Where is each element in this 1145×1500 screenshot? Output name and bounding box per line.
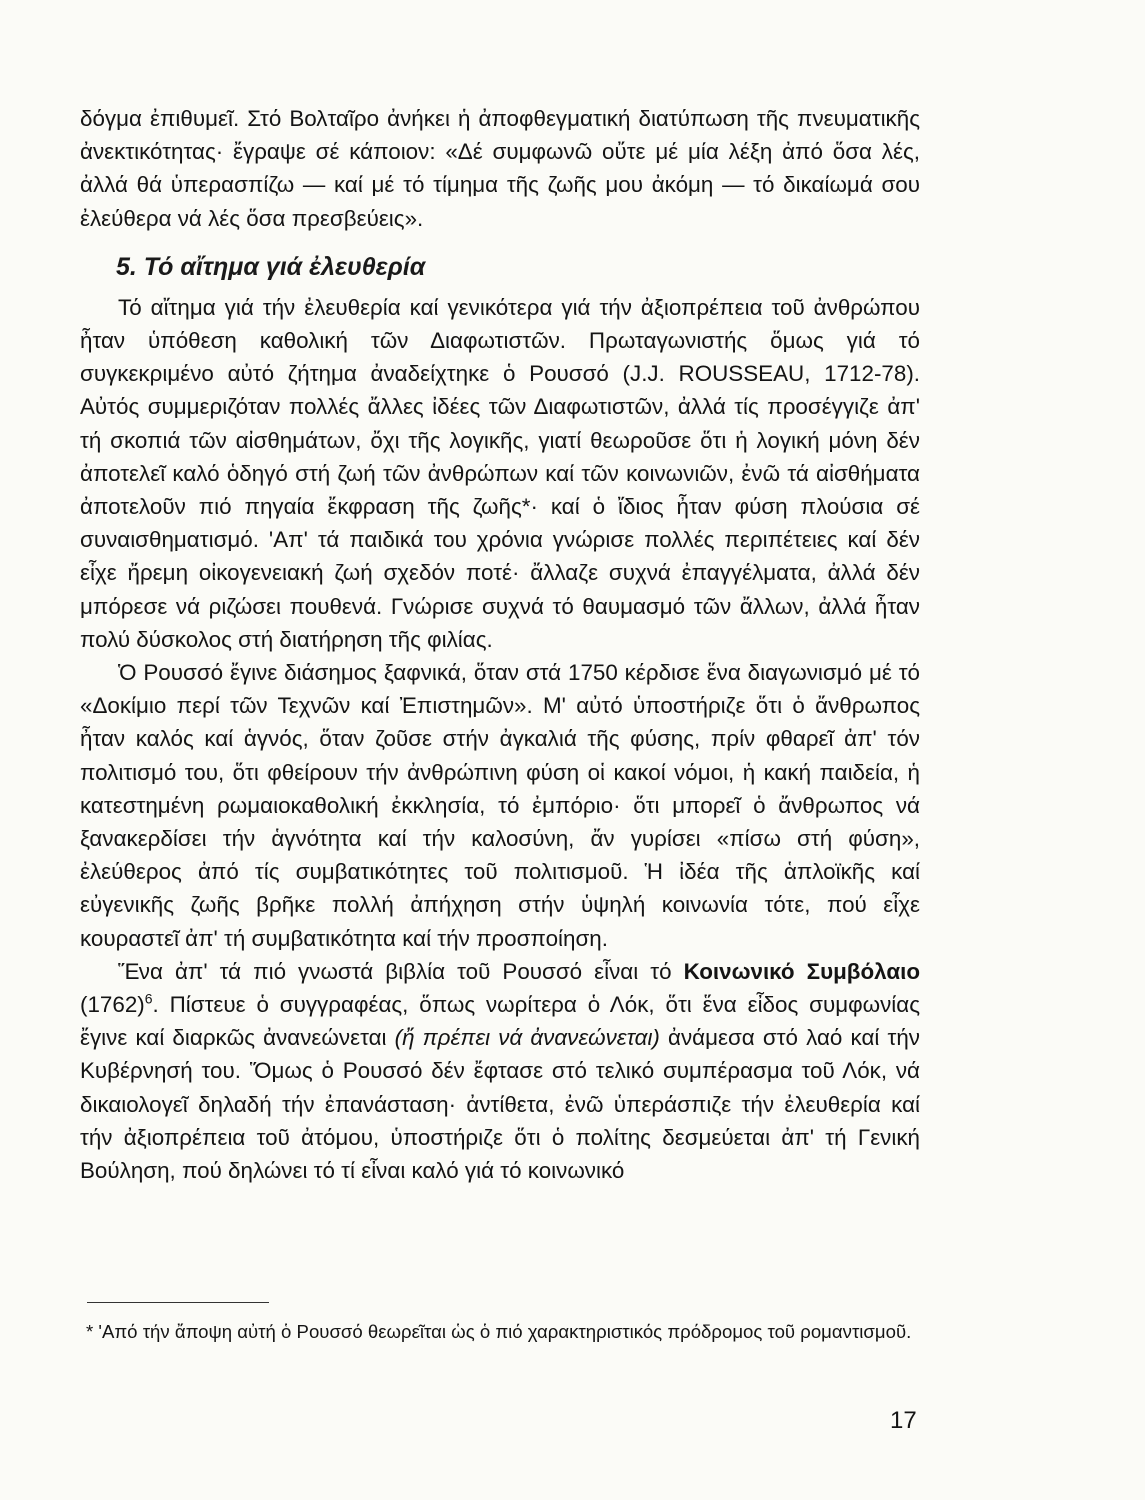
footnote-text: 'Από τήν ἄποψη αὐτή ὁ Ρουσσό θεωρεῖται ὡς ὁ πιό χαρακτηριστικός πρόδρομος τοῦ ρομαντισμοῦ. [98,1321,912,1342]
section-heading: 5. Τό αἴτημα γιά ἐλευθερία [116,252,426,281]
paragraph-continued: δόγμα ἐπιθυμεῖ. Στό Βολταῖρο ἀνήκει ἡ ἀποφθεγματική διατύπωση τῆς πνευματικῆς ἀνεκτικότητας· ἔγραψε σέ κάποιον: «Δέ συμφωνῶ οὔτε μέ μία λέξη ἀπό ὅσα λές, ἀλλά θά ὑπερασπίζω — καί μέ τό τίμημα τῆς ζωῆς μου ἀκόμη — τό δικαίωμά σου ἐλεύθερα νά λές ὅσα πρεσβεύεις». [80,106,920,231]
text-run: Ἕνα ἀπ' τά πιό γνωστά βιβλία τοῦ Ρουσσό εἶναι τό [118,958,684,984]
paragraph-social-contract [80,955,920,1187]
footnote-separator [87,1302,269,1303]
book-title: Κοινωνικό Συμβόλαιο [683,958,920,984]
paragraph-freedom-demand: Τό αἴτημα γιά τήν ἐλευθερία καί γενικότερα γιά τήν ἀξιοπρέπεια τοῦ ἀνθρώπου ἦταν ὑπόθεση καθολική τῶν Διαφωτιστῶν. Πρωταγωνιστής ὅμως γιά τό συγκεκριμένο αὐτό ζήτημα ἀναδείχτηκε ὁ Ρουσσό (J.J. ROUSSEAU, 1712-78). Αὐτός συμμεριζόταν πολλές ἄλλες ἰδέες τῶν Διαφωτιστῶν, ἀλλά τίς προσέγγιζε ἀπ' τή σκοπιά τῶν αἰσθημάτων, ὄχι τῆς λογικῆς, γιατί θεωροῦσε ὅτι ἡ λογική μόνη δέν ἀποτελεῖ καλό ὁδηγό στή ζωή τῶν ἀνθρώπων καί τῶν κοινωνιῶν, ἐνῶ τά αἰσθήματα ἀποτελοῦν πιό πηγαία ἔκφραση τῆς ζωῆς*· καί ὁ ἴδιος ἦταν φύση πλούσια σέ συναισθηματισμό. 'Απ' τά παιδικά του χρόνια γνώρισε πολλές περιπέτειες καί δέν εἶχε ἤρεμη οἰκογενειακή ζωή σχεδόν ποτέ· ἄλλαζε συχνά ἐπαγγέλματα, ἀλλά δέν μπόρεσε νά ριζώσει πουθενά. Γνώρισε συχνά τό θαυμασμό τῶν ἄλλων, ἀλλά ἦταν πολύ δύσκολος στή διατήρηση τῆς φιλίας. [80,294,920,652]
page-body [80,102,920,1187]
page-number: 17 [890,1407,917,1434]
text-run: (1762) [80,992,145,1018]
text-run: ἀνάμεσα στό λαό καί τήν Κυβέρνησή του. Ὅμως ὁ Ρουσσό δέν ἔφτασε στό τελικό συμπέρασμα τοῦ Λόκ, νά δικαιολογεῖ δηλαδή τήν ἐπανάσταση· ἀντίθετα, ἐνῶ ὑπεράσπιζε τήν ἐλευθερία καί τήν ἀξιοπρέπεια τοῦ ἀτόμου, ὑποστήριζε ὅτι ὁ πολίτης δεσμεύεται ἀπ' τή Γενική Βούληση, πού δηλώνει τό τί εἶναι καλό γιά τό κοινωνικό [80,1025,920,1184]
footnote-reference: 6 [144,990,153,1007]
footnote-marker: * [86,1321,99,1342]
text-run: . Πίστευε ὁ συγγραφέας, ὅπως νωρίτερα ὁ Λόκ, ὅτι ἕνα εἶδος συμφωνίας ἔγινε καί διαρκῶς ἀνανεώνεται [80,992,920,1051]
paragraph-rousseau-fame: Ὁ Ρουσσό ἔγινε διάσημος ξαφνικά, ὅταν στά 1750 κέρδισε ἕνα διαγωνισμό μέ τό «Δοκίμιο περί τῶν Τεχνῶν καί Ἐπιστημῶν». Μ' αὐτό ὑποστήριζε ὅτι ὁ ἄνθρωπος ἦταν καλός καί ἁγνός, ὅταν ζοῦσε στήν ἀγκαλιά τῆς φύσης, πρίν φθαρεῖ ἀπ' τόν πολιτισμό του, ὅτι φθείρουν τήν ἀνθρώπινη φύση οἱ κακοί νόμοι, ἡ κακή παιδεία, ἡ κατεστημένη ρωμαιοκαθολική ἐκκλησία, τό ἐμπόριο· ὅτι μπορεῖ ὁ ἄνθρωπος νά ξανακερδίσει τήν ἁγνότητα καί τήν καλοσύνη, ἄν γυρίσει «πίσω στή φύση», ἐλεύθερος ἀπό τίς συμβατικότητες τοῦ πολιτισμοῦ. Ἡ ἰδέα τῆς ἁπλοϊκῆς καί εὐγενικῆς ζωῆς βρῆκε πολλή ἀπήχηση στήν ὑψηλή κοινωνία τότε, πού εἶχε κουραστεῖ ἀπ' τή συμβατικότητα καί τήν προσποίηση. [80,660,920,951]
italic-aside: (ἤ πρέπει νά ἀνανεώνεται) [394,1025,660,1051]
footnote [86,1318,922,1346]
